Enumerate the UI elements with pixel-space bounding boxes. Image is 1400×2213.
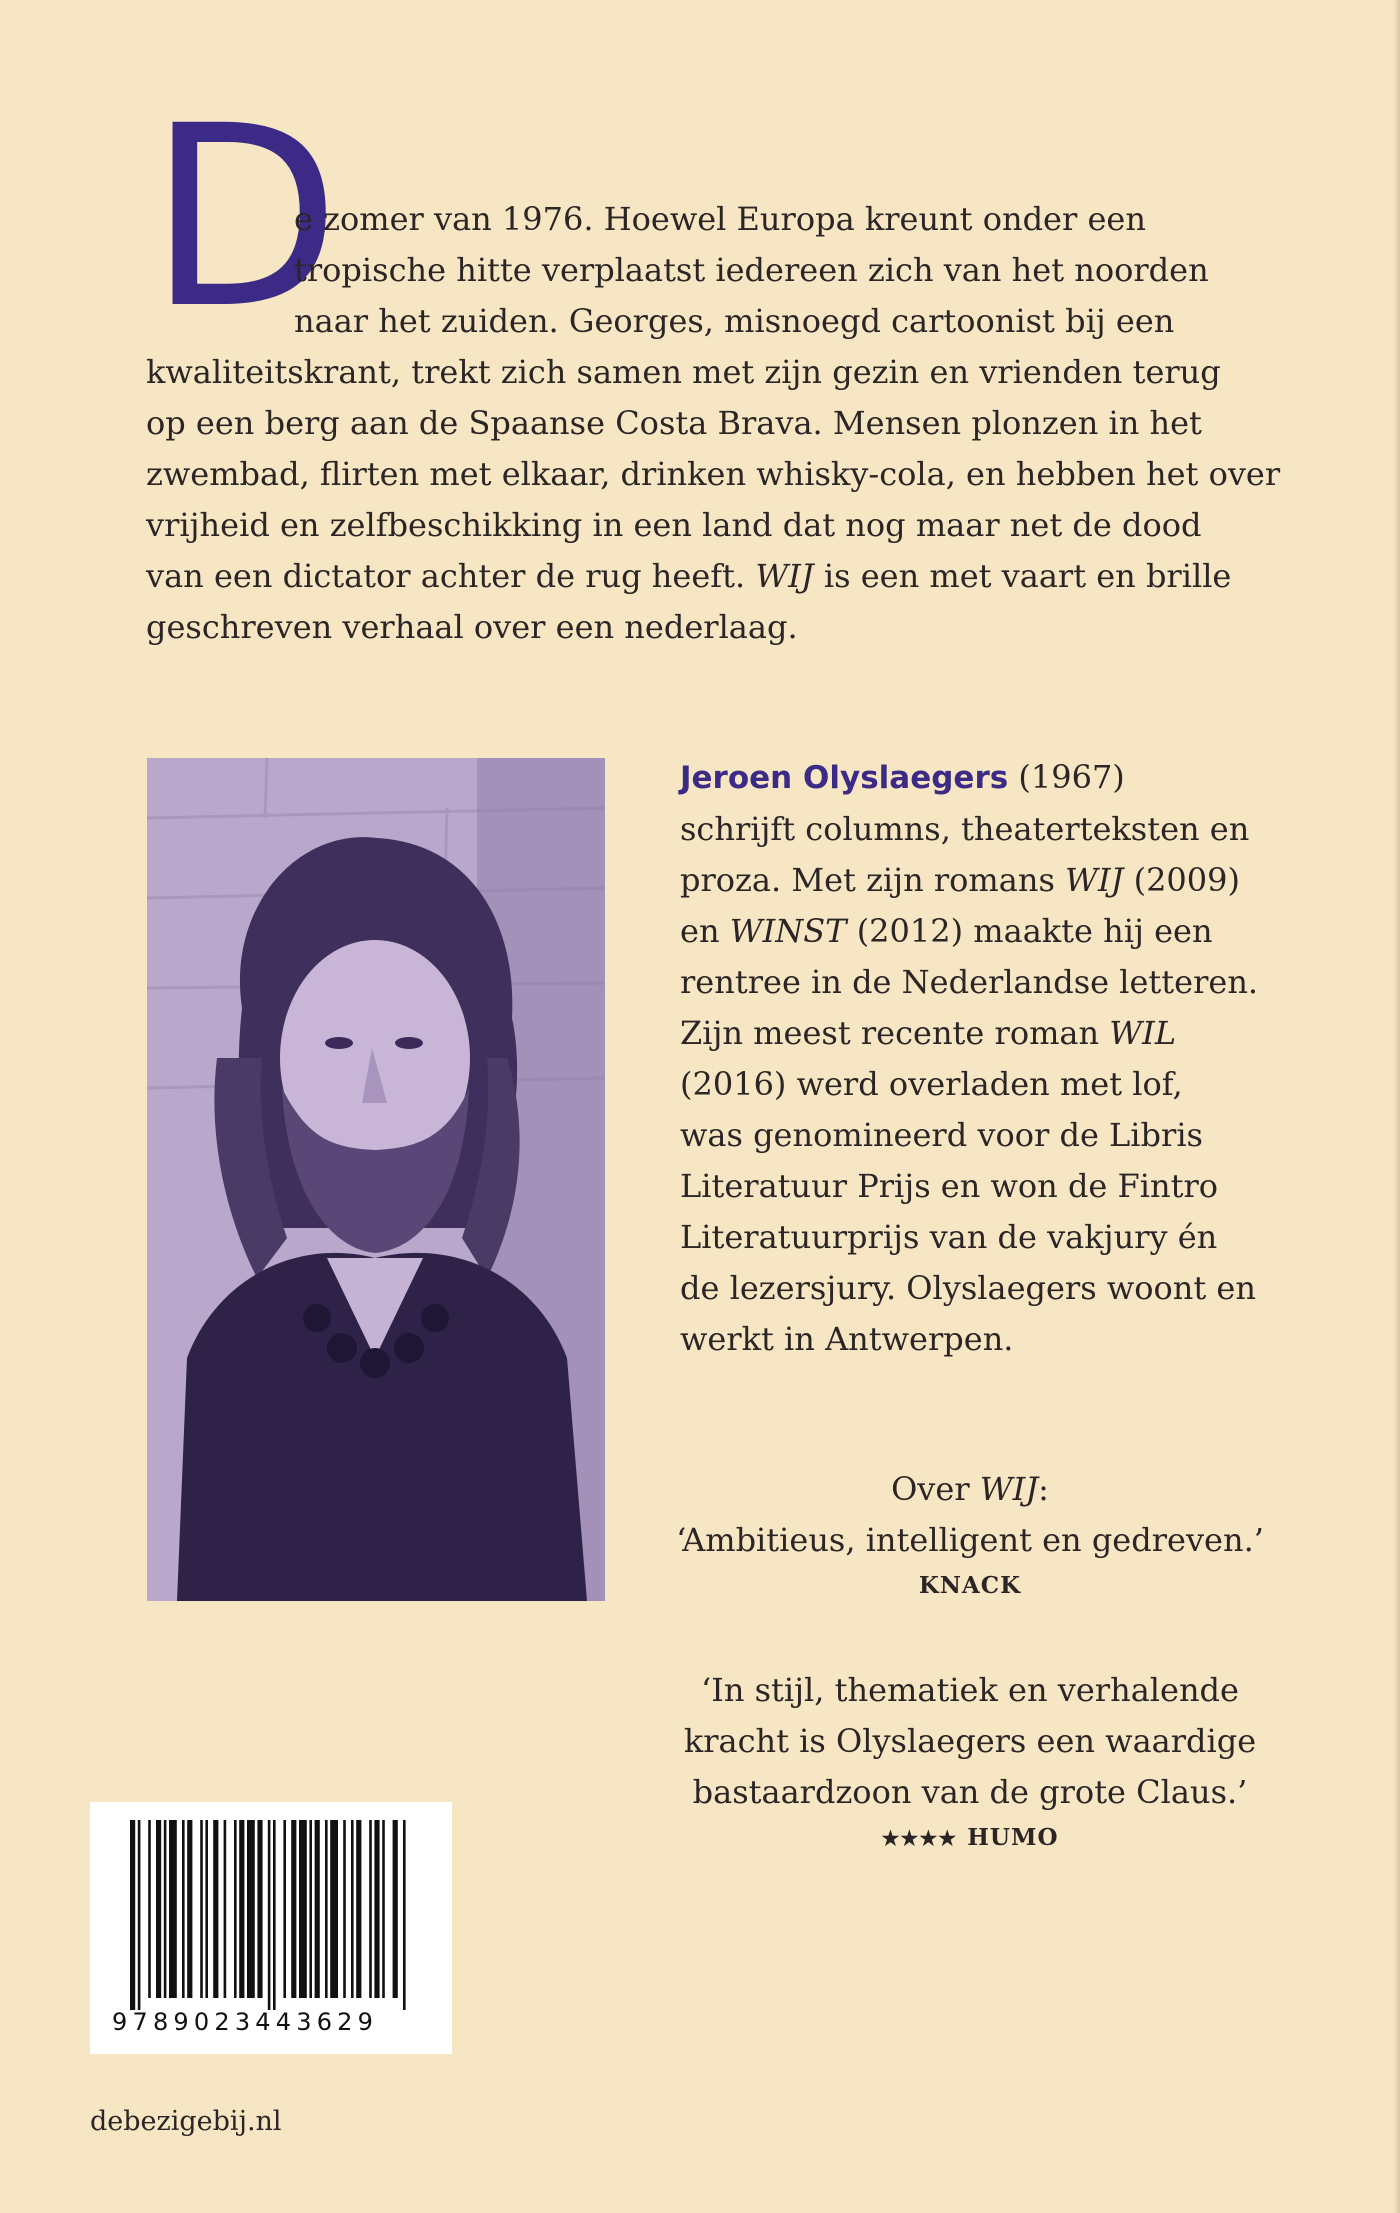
blurb-line: geschreven verhaal over een nederlaag. xyxy=(146,608,798,646)
barcode-bar xyxy=(356,1820,361,1998)
bio-text: (2009) xyxy=(1123,861,1240,899)
bio-line: rentree in de Nederlandse letteren. xyxy=(680,963,1259,1001)
barcode-bar xyxy=(247,1820,255,1998)
barcode-bar xyxy=(374,1820,379,1998)
barcode-bar xyxy=(148,1820,151,1998)
barcode-bar xyxy=(130,1820,135,2010)
barcode-bar xyxy=(200,1820,203,1998)
barcode-bar xyxy=(283,1820,286,1998)
barcode-bar xyxy=(182,1820,185,1998)
bio-text: (2012) maakte hij een xyxy=(846,912,1213,950)
bio-text: Zijn meest recente roman xyxy=(680,1014,1110,1052)
quote-text: ‘In stijl, thematiek en verhalende xyxy=(701,1671,1239,1709)
barcode-bar xyxy=(224,1820,227,1998)
bio-line xyxy=(680,855,1320,906)
bio-line: Literatuurprijs van de vakjury én xyxy=(680,1218,1218,1256)
author-year: (1967) xyxy=(1008,758,1125,796)
blurb-line: zwembad, flirten met elkaar, drinken whisky-cola, en hebben het over xyxy=(146,455,1281,493)
book-title-ref: WINST xyxy=(729,912,847,950)
barcode-bar xyxy=(239,1820,244,1998)
barcode-bar xyxy=(351,1820,354,1998)
blurb-line: vrijheid en zelfbeschikking in een land dat nog maar net de dood xyxy=(146,506,1202,544)
review-quote-humo xyxy=(620,1665,1320,1858)
quote-text: kracht is Olyslaegers een waardige xyxy=(683,1722,1257,1760)
bio-line xyxy=(680,906,1320,957)
quote-source: HUMO xyxy=(967,1824,1059,1851)
barcode-bar xyxy=(291,1820,296,1998)
barcode-bar xyxy=(268,1820,271,2010)
blurb-line-text: is een met vaart en brille xyxy=(813,557,1232,595)
page-edge-shadow xyxy=(1394,0,1400,2213)
bio-line xyxy=(680,752,1320,804)
quote-source: KNACK xyxy=(918,1572,1022,1599)
drop-cap: D xyxy=(148,72,341,363)
bio-line: (2016) werd overladen met lof, xyxy=(680,1065,1183,1103)
book-title-ref: WIJ xyxy=(1065,861,1124,899)
bio-line: werkt in Antwerpen. xyxy=(680,1320,1014,1358)
barcode-bar xyxy=(299,1820,307,1998)
quote-text: ‘Ambitieus, intelligent en gedreven.’ xyxy=(676,1521,1264,1559)
star-rating-icon: ★★★★ xyxy=(881,1826,958,1850)
blurb-line-text: van een dictator achter de rug heeft. xyxy=(146,557,746,595)
barcode-bar xyxy=(213,1820,218,1998)
book-title-ref: WIJ xyxy=(979,1470,1039,1508)
quote-intro-colon: : xyxy=(1038,1470,1049,1508)
author-name: Jeroen Olyslaegers xyxy=(680,760,1009,796)
blurb-line: op een berg aan de Spaanse Costa Brava. Mensen plonzen in het xyxy=(146,404,1202,442)
blurb-line: kwaliteitskrant, trekt zich samen met zijn gezin en vrienden terug xyxy=(146,353,1221,391)
bio-line xyxy=(680,1008,1320,1059)
barcode-bar xyxy=(156,1820,161,1998)
barcode-bar xyxy=(382,1820,385,1998)
bio-text: proza. Met zijn romans xyxy=(680,861,1066,899)
barcode-bar xyxy=(343,1820,346,1998)
barcode-bar xyxy=(315,1820,320,1998)
isbn-number: 9789023443629 xyxy=(112,2008,379,2036)
quote-text: bastaardzoon van de grote Claus.’ xyxy=(692,1773,1248,1811)
blurb-text xyxy=(146,194,1281,653)
barcode-bar xyxy=(234,1820,237,1998)
quote-intro-text: Over xyxy=(891,1470,980,1508)
barcode-bar xyxy=(369,1820,372,1998)
barcode-bar xyxy=(403,1820,406,2010)
barcode-bar xyxy=(169,1820,177,1998)
bio-line: de lezersjury. Olyslaegers woont en xyxy=(680,1269,1256,1307)
barcode-bar xyxy=(187,1820,192,1998)
blurb-line xyxy=(146,551,1256,602)
bio-line: was genomineerd voor de Libris xyxy=(680,1116,1203,1154)
blurb-line: e zomer van 1976. Hoewel Europa kreunt onder een xyxy=(294,200,1146,238)
barcode-bar xyxy=(309,1820,312,1998)
bio-line: schrijft columns, theaterteksten en xyxy=(680,810,1250,848)
barcode-bar xyxy=(164,1820,167,1998)
blurb-line: tropische hitte verplaatst iedereen zich van het noorden xyxy=(294,251,1209,289)
blurb-line: naar het zuiden. Georges, misnoegd cartoonist bij een xyxy=(294,302,1175,340)
author-bio xyxy=(680,752,1320,1365)
barcode-bar xyxy=(138,1820,141,2010)
book-title-ref: WIL xyxy=(1109,1014,1177,1052)
barcode-bar xyxy=(205,1820,208,1998)
barcode-bar xyxy=(325,1820,328,1998)
review-quote-knack xyxy=(620,1464,1320,1606)
barcode-bar xyxy=(273,1820,276,2010)
book-title-ref: WIJ xyxy=(755,557,814,595)
bio-text: en xyxy=(680,912,730,950)
author-photo-icon xyxy=(147,758,605,1601)
barcode-bar xyxy=(257,1820,262,1998)
quote-intro xyxy=(620,1464,1320,1515)
publisher-website[interactable]: debezigebij.nl xyxy=(90,2106,282,2137)
author-photo xyxy=(147,758,605,1601)
bio-line: Literatuur Prijs en won de Fintro xyxy=(680,1167,1218,1205)
barcode-bar xyxy=(393,1820,398,1998)
quote-source-line xyxy=(620,1818,1320,1858)
isbn-barcode xyxy=(90,1802,452,2054)
barcode-bar xyxy=(330,1820,338,1998)
